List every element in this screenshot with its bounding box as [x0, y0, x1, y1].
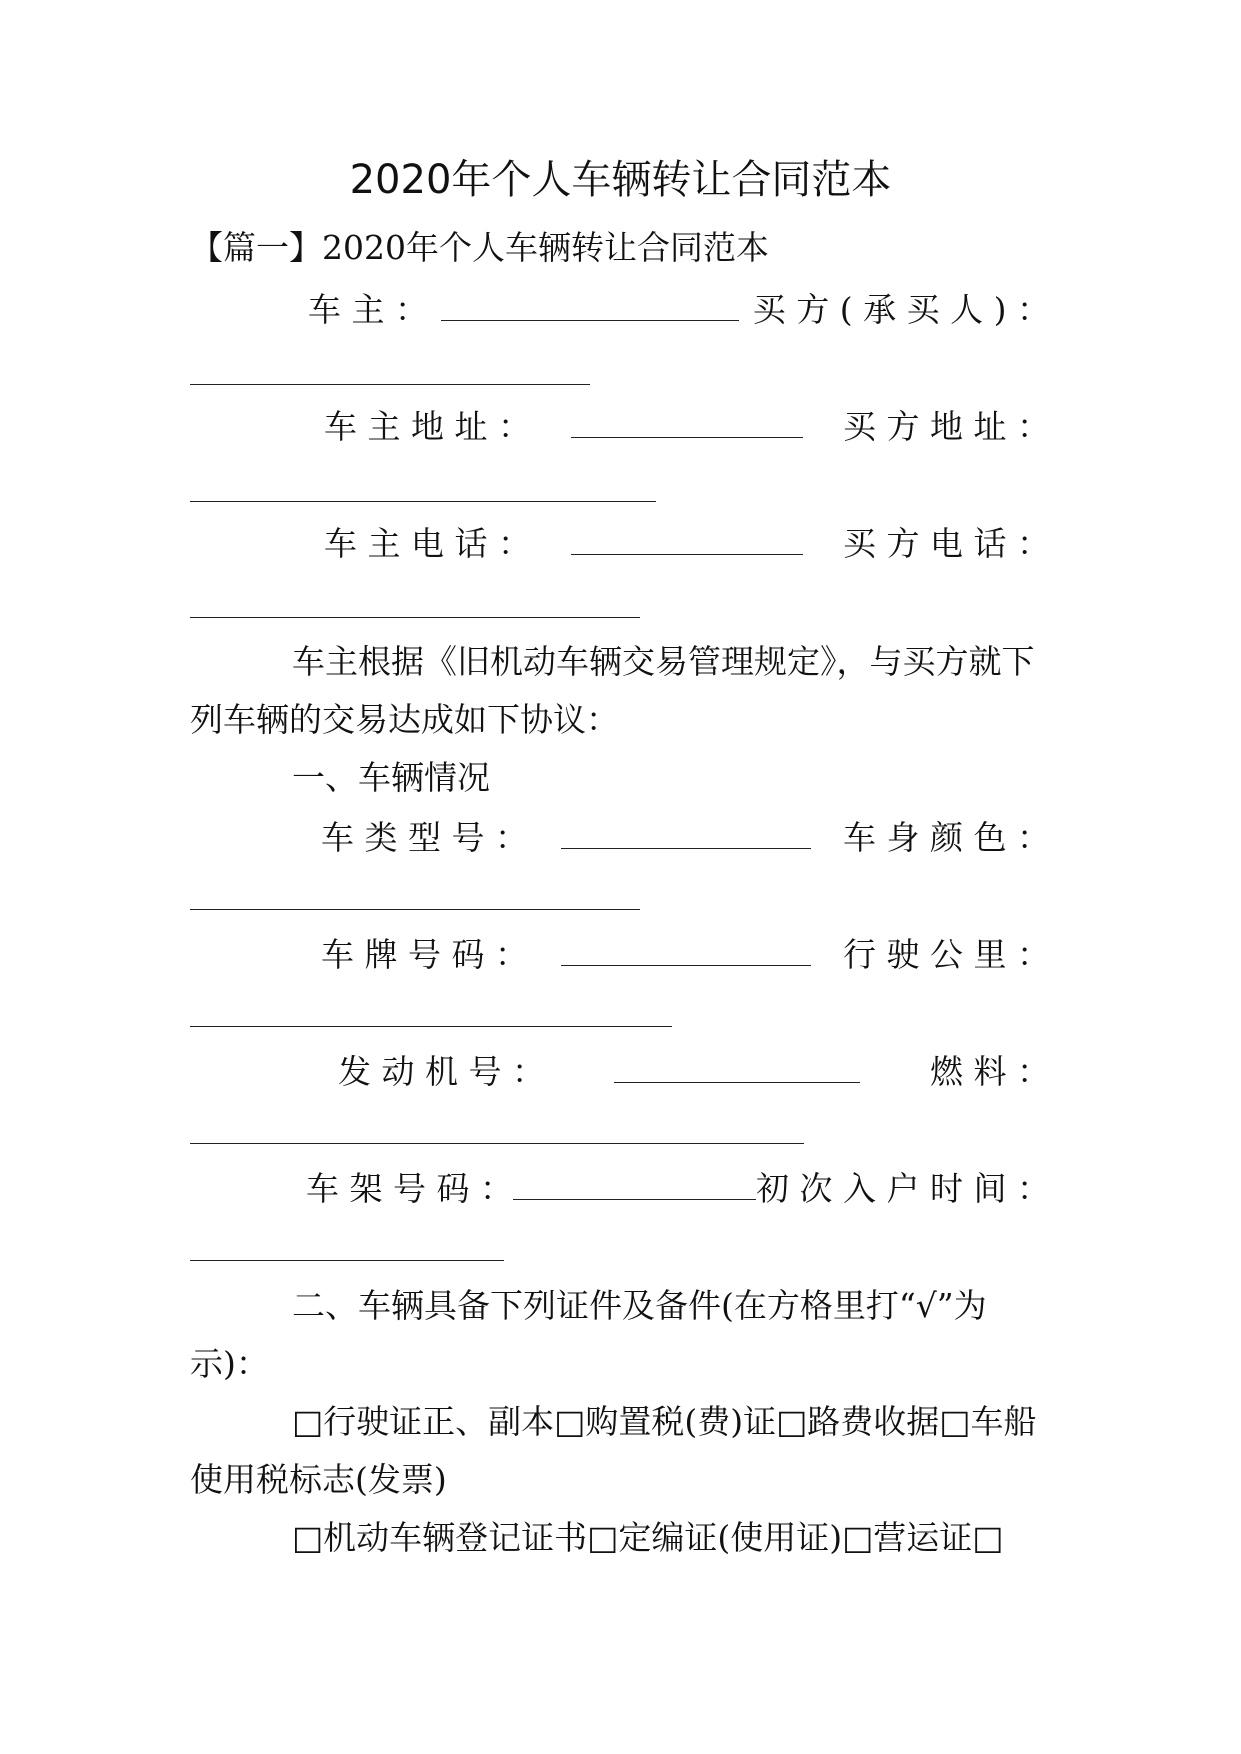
engine-blank [614, 1056, 860, 1083]
owner-phone-label: 车 主 电 话 ： [324, 524, 531, 563]
section2-line-1: 二、车辆具备下列证件及备件(在方格里打“√”为 [292, 1286, 987, 1325]
fuel-label: 燃 料 ： [930, 1052, 1050, 1091]
section1-heading: 一、车辆情况 [292, 758, 490, 797]
owner-address-blank [571, 411, 803, 438]
buyer-blank [190, 384, 590, 385]
model-label: 车 类 型 号 ： [321, 818, 528, 857]
first-registration-label: 初 次 入 户 时 间 ： [756, 1169, 1050, 1208]
checklist-line-1: □行驶证正、副本□购置税(费)证□路费收据□车船 [292, 1402, 1037, 1441]
address-row [324, 405, 1050, 449]
owner-blank [441, 294, 739, 321]
buyer-phone-label: 买 方 电 话 ： [843, 524, 1050, 563]
section-heading: 【篇一】2020年个人车辆转让合同范本 [190, 228, 769, 267]
section2-line-2: 示)： [190, 1344, 269, 1383]
checklist-line-2: 使用税标志(发票) [190, 1460, 447, 1499]
model-blank [561, 822, 811, 849]
phone-row [324, 522, 1050, 566]
buyer-phone-blank [190, 617, 640, 618]
engine-label: 发 动 机 号 ： [338, 1052, 545, 1091]
frame-blank [513, 1173, 756, 1200]
model-color-row [321, 816, 1050, 860]
engine-fuel-row [338, 1050, 1050, 1094]
plate-mileage-row [321, 933, 1050, 977]
buyer-address-blank [190, 501, 656, 502]
frame-label: 车 架 号 码 ： [306, 1169, 513, 1208]
owner-address-label: 车 主 地 址 ： [324, 407, 531, 446]
owner-label: 车 主 ： [308, 290, 428, 329]
buyer-label: 买 方 ( 承 买 人 ) ： [752, 290, 1050, 329]
plate-blank [561, 939, 811, 966]
color-label: 车 身 颜 色 ： [843, 818, 1050, 857]
fuel-blank [190, 1143, 804, 1144]
color-blank [190, 909, 640, 910]
first-registration-blank [190, 1260, 504, 1261]
owner-phone-blank [571, 528, 803, 555]
buyer-address-label: 买 方 地 址 ： [843, 407, 1050, 446]
checklist-line-3: □机动车辆登记证书□定编证(使用证)□营运证□ [292, 1518, 1004, 1557]
intro-line-1: 车主根据《旧机动车辆交易管理规定》，与买方就下 [292, 642, 1035, 681]
document-title: 2020年个人车辆转让合同范本 [349, 157, 892, 203]
plate-label: 车 牌 号 码 ： [321, 935, 528, 974]
intro-line-2: 列车辆的交易达成如下协议： [190, 700, 619, 739]
mileage-label: 行 驶 公 里 ： [843, 935, 1050, 974]
mileage-blank [190, 1026, 672, 1027]
owner-buyer-row [308, 288, 1050, 332]
frame-registration-row [306, 1167, 1050, 1211]
